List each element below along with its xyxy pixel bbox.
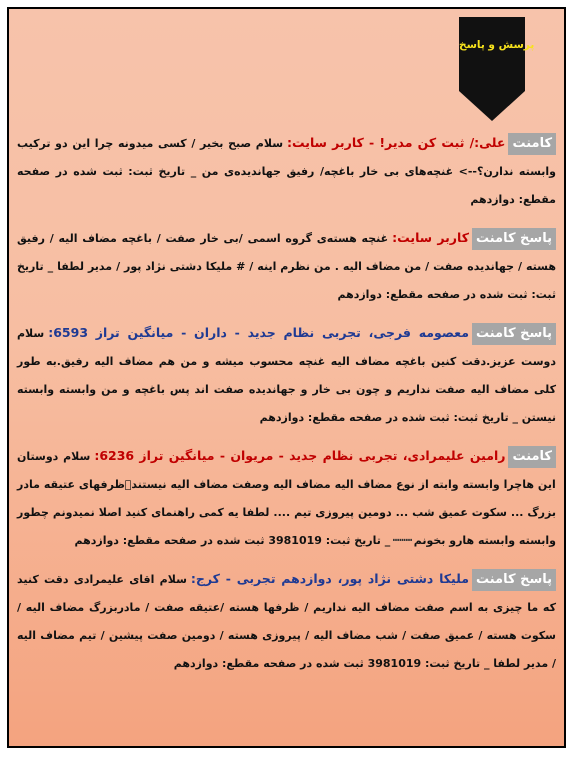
banner-title: پرسش و پاسخ: [459, 39, 535, 51]
reply-tag: پاسخ کامنت: [472, 228, 556, 250]
comment-author[interactable]: رامین علیمرادی، تجربی نظام جدید - مریوان - میانگین تراز 6236:: [94, 448, 506, 463]
comment-body: سلام دوستان این هاچرا وابسته وابته از نوع مضاف الیه مضاف الیه وصفت مضاف الیه نیستند⃞ظرفهای عتیقه مادر بزرگ ... سکوت عمیق شب ... دومین پیروزی تیم .... لطفا یه کمی راهنمای کنید اصلا نمیدونم چطور وابسته وابسته هارو بخونم: [17, 450, 556, 547]
comment-body: سلام دوست عزیز.دقت کنین باغچه مضاف الیه غنچه محسوب میشه و من هم مضاف الیه رفیق.به طور کلی مضاف الیه صفت نداریم و چون بی خار و جهاندیده صفت اند پس باغچه و من وابسته وابسته نیستن _ تاریخ ثبت: ثبت شده در صفحه مقطع: دوازدهم: [17, 327, 556, 424]
comment-author[interactable]: ملیکا دشتی نژاد پور، دوازدهم تجربی - کرج:: [190, 571, 469, 586]
reply-tag: پاسخ کامنت: [472, 323, 556, 345]
comment-entry-5: [17, 565, 556, 678]
comment-author[interactable]: معصومه فرجی، تجربی نظام جدید - داران - میانگین تراز 6593:: [48, 325, 469, 340]
comments-list: [17, 129, 556, 688]
comment-tag: کامنت: [508, 446, 556, 468]
comment-author[interactable]: علی:/ ثبت کن مدیر! - کاربر سایت:: [287, 135, 506, 150]
comment-date: _ تاریخ ثبت: 3981019 ثبت شده در صفحه مقطع: دوازدهم: [74, 534, 391, 547]
comment-entry-3: [17, 319, 556, 432]
reply-tag: پاسخ کامنت: [472, 569, 556, 591]
comment-body: غنچه هسته‌ی گروه اسمی /بی خار صفت / باغچه مضاف الیه / رفیق هسته / جهاندیده صفت / من مضاف الیه . من نظرم اینه / # ملیکا دشتی نژاد پور / مدیر لطفا _ تاریخ ثبت: ثبت شده در صفحه مقطع: دوازدهم: [17, 232, 556, 301]
comment-body: سلام اقای علیمرادی دقت کنید که ما چیزی به اسم صفت مضاف الیه نداریم / ظرفها هسته /عتیقه صفت / مادربزرگ مضاف الیه / سکوت هسته / عمیق صفت / شب مضاف الیه / پیروزی هسته / دومین صفت پیشین / تیم مضاف الیه / مدیر لطفا _ تاریخ ثبت: 3981019 ثبت شده در صفحه مقطع: دوازدهم: [17, 573, 556, 670]
comment-entry-1: [17, 129, 556, 214]
section-banner: [459, 17, 535, 123]
comment-entry-4: [17, 442, 556, 555]
banner-ribbon-shape: [459, 17, 535, 123]
comment-author[interactable]: کاربر سایت:: [392, 230, 469, 245]
comment-entry-2: [17, 224, 556, 309]
emoji-faces-icon: ⵈⵈⵈ: [392, 534, 412, 547]
page-frame: [7, 7, 566, 748]
comment-body: سلام صبح بخیر / کسی میدونه چرا این دو ترکیب وابسته ندارن؟--> غنچه‌های بی خار باغچه/ رفیق جهاندیده‌ی من _ تاریخ ثبت: ثبت شده در صفحه مقطع: دوازدهم: [17, 137, 556, 206]
comment-tag: کامنت: [508, 133, 556, 155]
